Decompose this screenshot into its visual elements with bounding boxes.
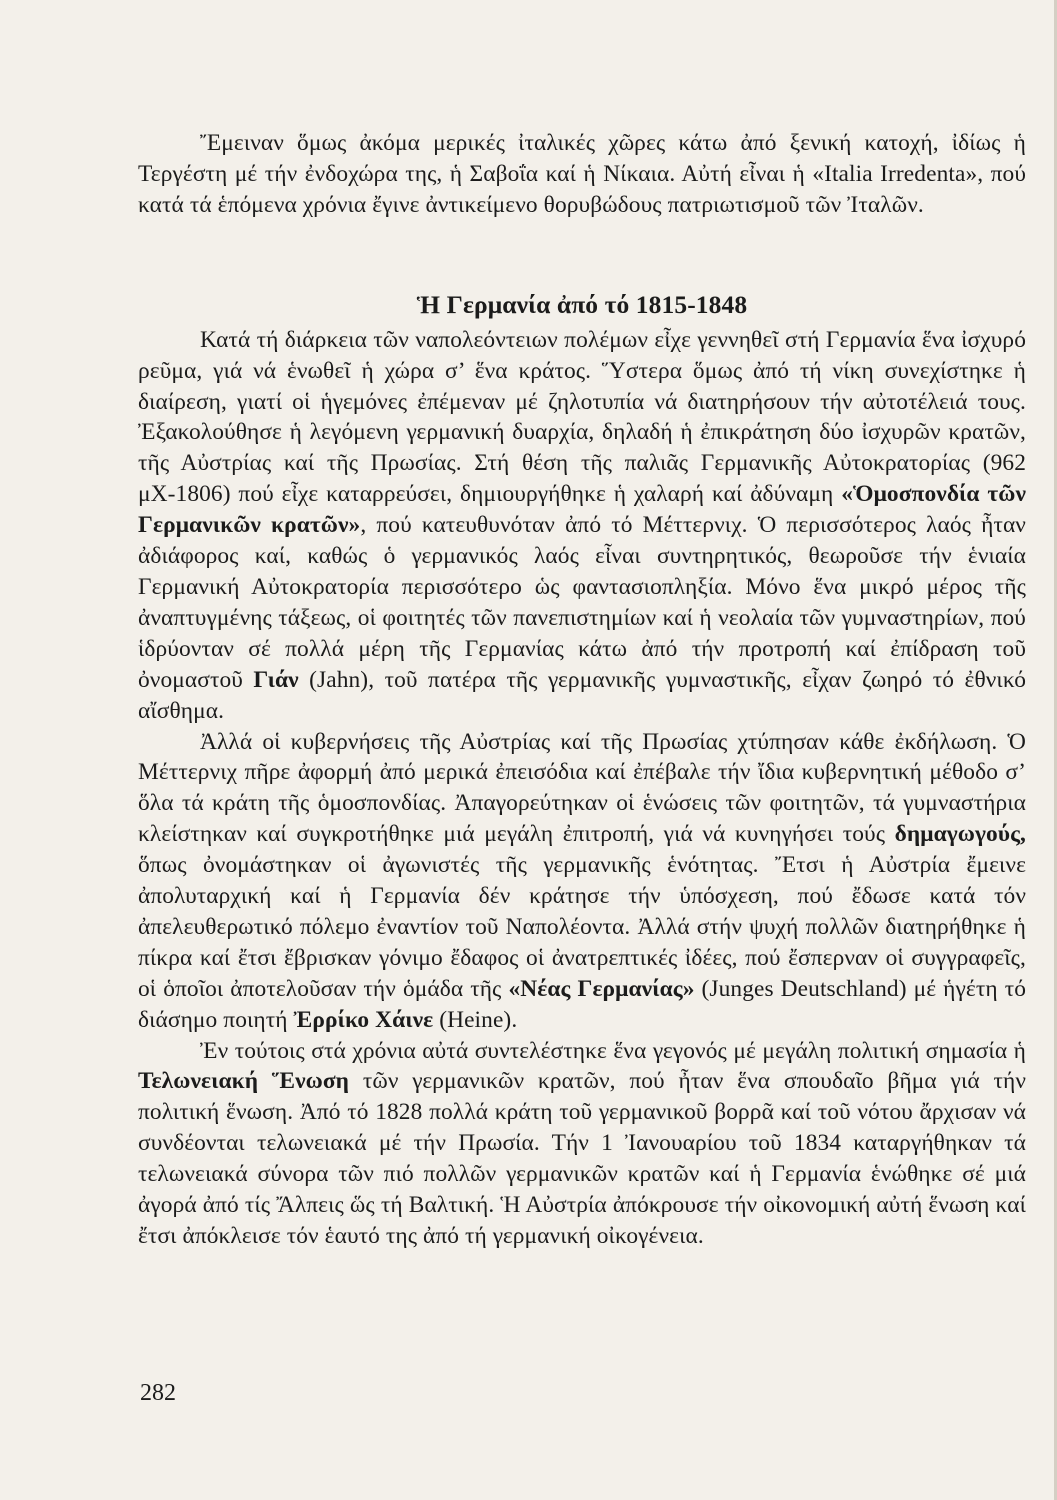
paragraph-1-text-a: Κατά τή διάρκεια τῶν ναπολεόντειων πολέμων εἶχε γεννηθεῖ στή Γερμανία ἕνα ἰσχυρό ρεῦμα, γιά νά ἑνωθεῖ ἡ χώρα σ’ ἕνα κράτος. Ὕστερα ὅμως ἀπό τή νίκη συνεχίστηκε ἡ διαίρεση, γιατί οἱ ἡγεμόνες ἐπέμεναν μέ ζηλοτυπία νά διατηρήσουν τήν αὐτοτέλειά τους. Ἐξακολούθησε ἡ λεγόμενη γερμανική δυαρχία, δηλαδή ἡ ἐπικράτηση δύο ἰσχυρῶν κρατῶν, τῆς Αὐστρίας καί τῆς Πρωσίας. Στή θέση τῆς παλιᾶς Γερμανικῆς Αὐτοκρατορίας (962 μΧ-1806) πού εἶχε καταρρεύσει, δημιουργήθηκε ἡ χαλαρή καί ἀδύναμη	[138, 326, 1026, 508]
paragraph-2-text-c: (Junges Deutschland) μέ ἡγέτη τό διάσημο ποιητή	[138, 975, 1026, 1033]
paragraph-2	[138, 727, 1026, 1036]
paragraph-3-text-b: τῶν γερμανικῶν κρατῶν, πού ἦταν ἕνα σπουδαῖο βῆμα γιά τήν πολιτική ἕνωση. Ἀπό τό 1828 πολλά κράτη τοῦ γερμανικοῦ βορρᾶ καί τοῦ νότου ἄρχισαν νά συνδέονται τελωνειακά μέ τήν Πρωσία. Τήν 1 Ἰανουαρίου τοῦ 1834 καταργήθηκαν τά τελωνειακά σύνορα τῶν πιό πολλῶν γερμανικῶν κρατῶν καί ἡ Γερμανία ἑνώθηκε σέ μιά ἀγορά ἀπό τίς Ἄλπεις ὥς τή Βαλτική. Ἡ Αὐστρία ἀπόκρουσε τήν οἰκονομική αὐτή ἕνωση καί ἔτσι ἀπόκλεισε τόν ἑαυτό της ἀπό τή γερμανική οἰκογένεια.	[138, 1068, 1027, 1249]
paragraph-1	[138, 325, 1026, 727]
intro-paragraph: Ἔμειναν ὅμως ἀκόμα μερικές ἰταλικές χῶρες κάτω ἀπό ξενική κατοχή, ἰδίως ἡ Τεργέστη μέ τήν ἐνδοχώρα της, ἡ Σαβοΐα καί ἡ Νίκαια. Αὐτή εἶναι ἡ «Italia Irredenta», πού κατά τά ἑπόμενα χρόνια ἔγινε ἀντικείμενο θορυβώδους πατριωτισμοῦ τῶν Ἰταλῶν.	[138, 130, 1026, 218]
paragraph-2-bold-heine: Ἐρρίκο Χάινε	[293, 1006, 434, 1033]
paragraph-1-text-c: (Jahn), τοῦ πατέρα τῆς γερμανικῆς γυμναστικῆς, εἶχαν ζωηρό τό ἐθνικό αἴσθημα.	[138, 666, 1026, 724]
paragraph-3-text-a: Ἐν τούτοις στά χρόνια αὐτά συντελέστηκε ἕνα γεγονός μέ μεγάλη πολιτική σημασία ἡ	[200, 1037, 1026, 1064]
paragraph-1-bold-jahn: Γιάν	[253, 666, 299, 693]
paragraph-1-text-b: , πού κατευθυνόταν ἀπό τό Μέττερνιχ. Ὁ περισσότερος λαός ἦταν ἀδιάφορος καί, καθώς ὁ γερμανικός λαός εἶναι συντηρητικός, θεωροῦσε τήν ἑνιαία Γερμανική Αὐτοκρατορία περισσότερο ὡς φαντασιοπληξία. Μόνο ἕνα μικρό μέρος τῆς ἀναπτυγμένης τάξεως, οἱ φοιτητές τῶν πανεπιστημίων καί ἡ νεολαία τῶν γυμναστηρίων, πού ἱδρύονταν σέ πολλά μέρη τῆς Γερμανίας κάτω ἀπό τήν προτροπή καί ἐπίδραση τοῦ ὀνομαστοῦ	[138, 512, 1026, 693]
paragraph-2-text-d: (Heine).	[433, 1006, 518, 1033]
page-number: 282	[140, 1380, 176, 1406]
paragraph-2-bold-young-germany: «Νέας Γερμανίας»	[508, 975, 695, 1002]
paragraph-3-bold-customs-union: Τελωνειακή Ἕνωση	[138, 1068, 350, 1095]
paragraph-3	[138, 1036, 1026, 1252]
paragraph-2-text-a: Ἀλλά οἱ κυβερνήσεις τῆς Αὐστρίας καί τῆς Πρωσίας χτύπησαν κάθε ἐκδήλωση. Ὁ Μέττερνιχ πῆρε ἀφορμή ἀπό μερικά ἐπεισόδια καί ἐπέβαλε τήν ἴδια κυβερνητική μέθοδο σ’ ὅλα τά κράτη τῆς ὁμοσπονδίας. Ἀπαγορεύτηκαν οἱ ἑνώσεις τῶν φοιτητῶν, τά γυμναστήρια κλείστηκαν καί συγκροτήθηκε μιά μεγάλη ἐπιτροπή, γιά νά κυνηγήσει τούς	[138, 728, 1026, 848]
section-heading: Ἡ Γερμανία ἀπό τό 1815-1848	[416, 289, 748, 319]
paragraph-2-bold-demagogues: δημαγωγούς,	[894, 821, 1026, 848]
paragraph-1-bold-federation: «Ὁμοσπονδία τῶν Γερμανικῶν κρατῶν»	[138, 481, 1027, 539]
page-body	[138, 128, 1026, 1252]
paragraph-2-text-b: ὅπως ὀνομάστηκαν οἱ ἀγωνιστές τῆς γερμανικῆς ἑνότητας. Ἔτσι ἡ Αὐστρία ἔμεινε ἀπολυταρχική καί ἡ Γερμανία δέν κράτησε τήν ὑπόσχεση, πού ἔδωσε κατά τόν ἀπελευθερωτικό πόλεμο ἐναντίον τοῦ Ναπολέοντα. Ἀλλά στήν ψυχή πολλῶν διατηρήθηκε ἡ πίκρα καί ἔτσι ἔβρισκαν γόνιμο ἔδαφος οἱ ἀνατρεπτικές ἰδέες, πού ἔσπερναν οἱ συγγραφεῖς, οἱ ὁποῖοι ἀποτελοῦσαν τήν ὁμάδα τῆς	[138, 852, 1026, 1002]
